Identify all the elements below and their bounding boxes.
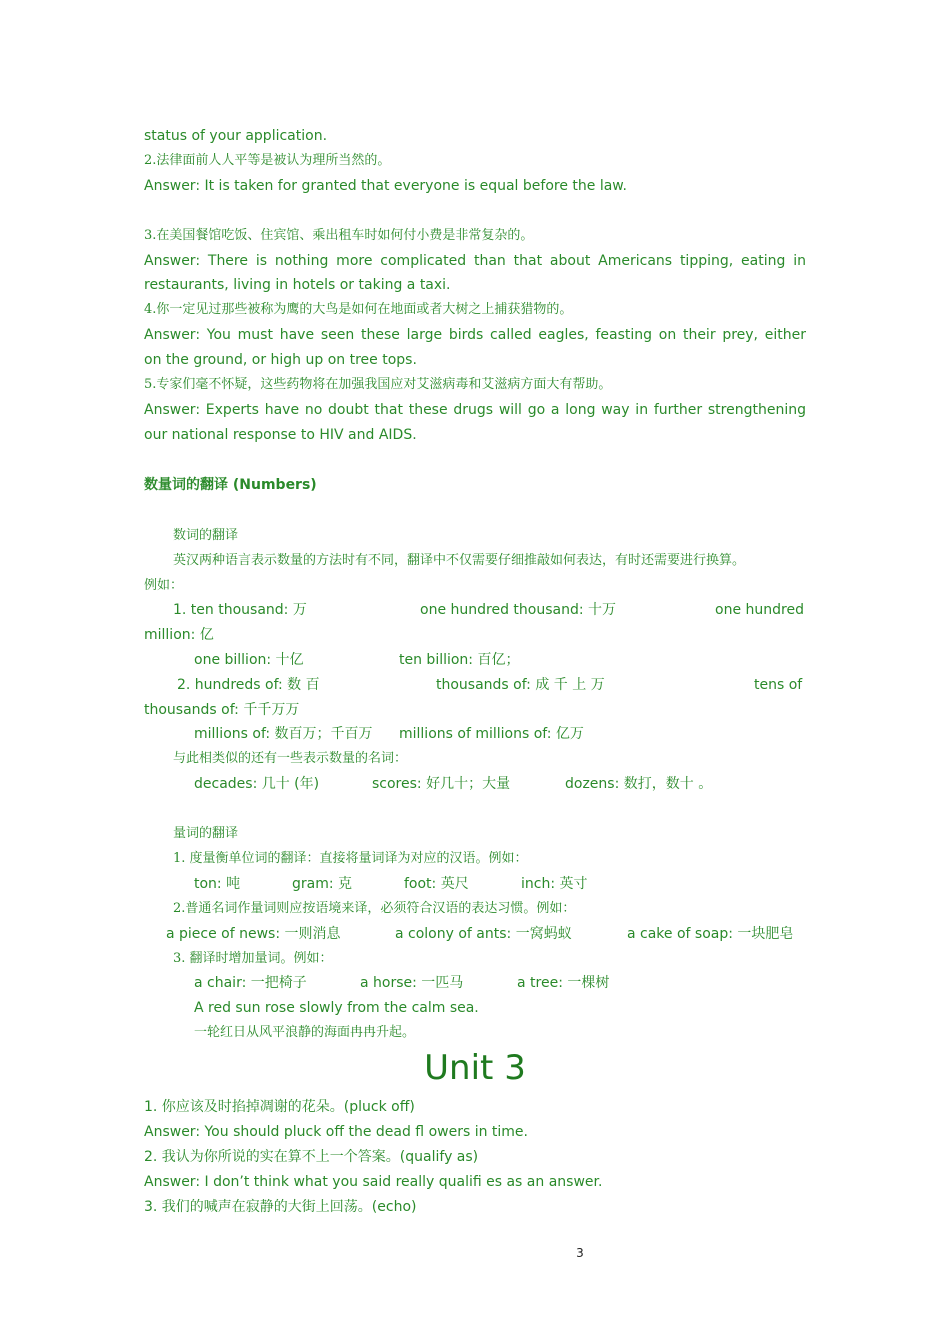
example-millions-of: millions of: 数百万；千百万 (194, 726, 373, 742)
unit3-question-3: 3. 我们的喊声在寂静的大街上回荡。(echo) (144, 1199, 417, 1215)
example-tens-of: tens of (754, 677, 803, 693)
example-ton: ton: 吨 (194, 876, 241, 892)
example-hundred-thousand: one hundred thousand: 十万 (420, 602, 617, 618)
section-heading-numbers: 数量词的翻译 (Numbers) (144, 477, 317, 493)
example-tree: a tree: 一棵树 (517, 975, 610, 991)
example-one-billion: one billion: 十亿 (194, 652, 304, 668)
unit3-question-2: 2. 我认为你所说的实在算不上一个答案。(qualify as) (144, 1149, 479, 1165)
question-5: 5.专家们毫不怀疑，这些药物将在加强我国应对艾滋病毒和艾滋病方面大有帮助。 (144, 377, 612, 392)
example-cake-of-soap: a cake of soap: 一块肥皂 (627, 926, 794, 942)
example-hundreds-of: 2. hundreds of: 数 百 (177, 677, 320, 693)
example-ten-billion: ten billion: 百亿； (399, 652, 520, 668)
unit3-answer-2: Answer: I don’t think what you said really qualifi es as an answer. (144, 1174, 603, 1190)
example-foot: foot: 英尺 (404, 876, 469, 892)
example-thousands-of: thousands of: 成 千 上 万 (436, 677, 605, 693)
example-millions-of-millions: millions of millions of: 亿万 (399, 726, 584, 742)
example-dozens: dozens: 数打，数十 。 (565, 776, 713, 792)
example-ten-thousand: 1. ten thousand: 万 (173, 602, 307, 618)
example-sentence-chinese: 一轮红日从风平浪静的海面冉冉升起。 (194, 1025, 416, 1040)
example-gram: gram: 克 (292, 876, 353, 892)
example-hundred-million: one hundred (715, 602, 804, 618)
question-3: 3.在美国餐馆吃饭、住宾馆、乘出租车时如何付小费是非常复杂的。 (144, 228, 534, 243)
page-number: 3 (576, 1246, 584, 1260)
answer-3-line-1: Answer: There is nothing more complicated than that about Americans tipping, eating in (144, 253, 806, 269)
example-inch: inch: 英寸 (521, 876, 588, 892)
example-chair: a chair: 一把椅子 (194, 975, 307, 991)
measure-rule-1: 1. 度量衡单位词的翻译：直接将量词译为对应的汉语。例如： (173, 851, 528, 866)
example-piece-of-news: a piece of news: 一则消息 (166, 926, 341, 942)
answer-2: Answer: It is taken for granted that everyone is equal before the law. (144, 178, 627, 194)
unit3-answer-1: Answer: You should pluck off the dead fl owers in time. (144, 1124, 528, 1140)
answer-4-line-2: on the ground, or high up on tree tops. (144, 352, 417, 368)
answer-3-line-2: restaurants, living in hotels or taking a taxi. (144, 277, 451, 293)
numbers-intro-example: 例如： (144, 578, 184, 593)
answer-4-line-1: Answer: You must have seen these large birds called eagles, feasting on their prey, either (144, 327, 806, 343)
example-decades: decades: 几十 (年) (194, 776, 320, 792)
answer-continuation: status of your application. (144, 128, 328, 144)
example-sentence-english: A red sun rose slowly from the calm sea. (194, 1000, 479, 1016)
measure-rule-3: 3. 翻译时增加量词。例如： (173, 951, 333, 966)
example-scores: scores: 好几十；大量 (372, 776, 511, 792)
question-2: 2.法律面前人人平等是被认为理所当然的。 (144, 153, 391, 168)
subheading-measure-words: 量词的翻译 (173, 826, 239, 841)
similar-nouns-intro: 与此相类似的还有一些表示数量的名词： (173, 751, 408, 766)
subheading-numerals: 数词的翻译 (173, 528, 239, 543)
example-colony-of-ants: a colony of ants: 一窝蚂蚁 (395, 926, 572, 942)
unit3-question-1: 1. 你应该及时掐掉凋谢的花朵。(pluck off) (144, 1099, 415, 1115)
numbers-intro: 英汉两种语言表示数量的方法时有不同，翻译中不仅需要仔细推敲如何表达，有时还需要进行换算。 (173, 553, 746, 568)
unit-title: Unit 3 (424, 1048, 526, 1088)
example-hundred-million-cont: million: 亿 (144, 627, 214, 643)
answer-5-line-1: Answer: Experts have no doubt that these drugs will go a long way in further strengthening (144, 402, 806, 418)
measure-rule-2: 2.普通名词作量词则应按语境来译，必须符合汉语的表达习惯。例如： (173, 901, 576, 916)
example-horse: a horse: 一匹马 (360, 975, 464, 991)
question-4: 4.你一定见过那些被称为鹰的大鸟是如何在地面或者大树之上捕获猎物的。 (144, 302, 573, 317)
answer-5-line-2: our national response to HIV and AIDS. (144, 427, 417, 443)
example-tens-of-cont: thousands of: 千千万万 (144, 702, 300, 718)
